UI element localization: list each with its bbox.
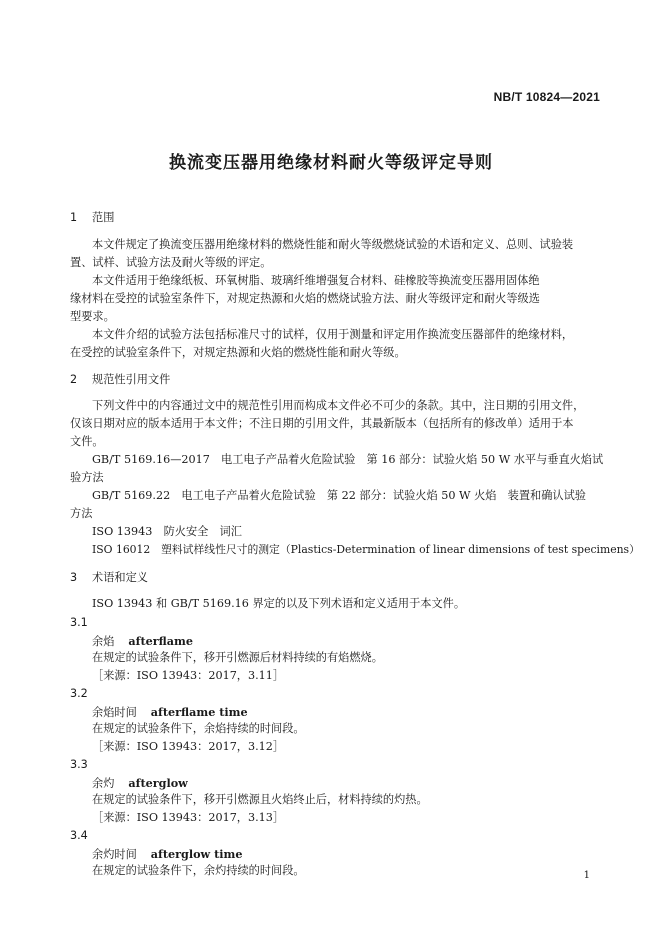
section-heading-scope <box>70 211 114 225</box>
paragraph-line: 置、试样、试验方法及耐火等级的评定。 <box>70 256 272 269</box>
term-english: afterflame time <box>150 705 248 719</box>
term-number: 3.3 <box>70 758 88 771</box>
reference-line: ISO 16012 塑料试样线性尺寸的测定（Plastics-Determination of linear dimensions of test specimens） <box>92 543 640 556</box>
term-english: afterglow time <box>150 847 243 861</box>
term-chinese: 余灼时间 <box>92 848 137 861</box>
paragraph-line: 本文件适用于绝缘纸板、环氧树脂、玻璃纤维增强复合材料、硅橡胶等换流变压器用固体绝 <box>92 274 540 287</box>
term-number: 3.4 <box>70 829 88 842</box>
paragraph-line: 仅该日期对应的版本适用于本文件；不注日期的引用文件，其最新版本（包括所有的修改单）适用于本 <box>70 417 574 430</box>
document-title: 换流变压器用绝缘材料耐火等级评定导则 <box>169 153 493 173</box>
reference-line: GB/T 5169.22 电工电子产品着火危险试验 第 22 部分：试验火焰 50 W 火焰 装置和确认试验 <box>92 489 586 502</box>
term-chinese: 余焰 <box>92 635 115 648</box>
reference-line: GB/T 5169.16—2017 电工电子产品着火危险试验 第 16 部分：试验火焰 50 W 水平与垂直火焰试 <box>92 453 604 466</box>
reference-line: ISO 13943 防火安全 词汇 <box>92 525 242 538</box>
section-title: 规范性引用文件 <box>92 373 171 386</box>
document-id: NB/T 10824—2021 <box>493 90 600 104</box>
term-english: afterflame <box>128 634 193 648</box>
section-number: 3 <box>70 571 78 584</box>
term-source: ［来源：ISO 13943：2017，3.13］ <box>92 811 285 824</box>
paragraph-line: 本文件规定了换流变压器用绝缘材料的燃烧性能和耐火等级燃烧试验的术语和定义、总则、试验装 <box>92 238 574 251</box>
section-heading-normative <box>70 373 170 387</box>
page-number: 1 <box>583 870 590 881</box>
paragraph-line: 本文件介绍的试验方法包括标准尺寸的试样，仅用于测量和评定用作换流变压器部件的绝缘材料， <box>92 328 574 341</box>
section-number: 1 <box>70 211 78 224</box>
term-entry <box>92 634 193 649</box>
term-definition: 在规定的试验条件下，余灼持续的时间段。 <box>92 864 305 877</box>
term-definition: 在规定的试验条件下，移开引燃源且火焰终止后，材料持续的灼热。 <box>92 793 428 806</box>
paragraph-line: 文件。 <box>70 435 104 448</box>
term-chinese: 余灼 <box>92 777 115 790</box>
term-english: afterglow <box>128 776 188 790</box>
term-entry <box>92 847 242 862</box>
term-definition: 在规定的试验条件下，移开引燃源后材料持续的有焰燃烧。 <box>92 651 383 664</box>
paragraph-line: ISO 13943 和 GB/T 5169.16 界定的以及下列术语和定义适用于本文件。 <box>92 597 466 610</box>
paragraph-line: 在受控的试验室条件下，对规定热源和火焰的燃烧性能和耐火等级。 <box>70 346 406 359</box>
term-chinese: 余焰时间 <box>92 706 137 719</box>
section-number: 2 <box>70 373 78 386</box>
term-entry <box>92 776 188 791</box>
paragraph-line: 缘材料在受控的试验室条件下，对规定热源和火焰的燃烧试验方法、耐火等级评定和耐火等级选 <box>70 292 540 305</box>
section-title: 术语和定义 <box>92 571 148 584</box>
term-number: 3.2 <box>70 687 88 700</box>
paragraph-line: 下列文件中的内容通过文中的规范性引用而构成本文件必不可少的条款。其中，注日期的引用文件， <box>92 399 585 412</box>
term-source: ［来源：ISO 13943：2017，3.11］ <box>92 669 285 682</box>
term-entry <box>92 705 248 720</box>
term-definition: 在规定的试验条件下，余焰持续的时间段。 <box>92 722 305 735</box>
term-source: ［来源：ISO 13943：2017，3.12］ <box>92 740 285 753</box>
reference-line: 方法 <box>70 507 93 520</box>
paragraph-line: 型要求。 <box>70 310 115 323</box>
term-number: 3.1 <box>70 616 88 629</box>
section-title: 范围 <box>92 211 115 224</box>
reference-line: 验方法 <box>70 471 104 484</box>
section-heading-terms <box>70 571 148 585</box>
